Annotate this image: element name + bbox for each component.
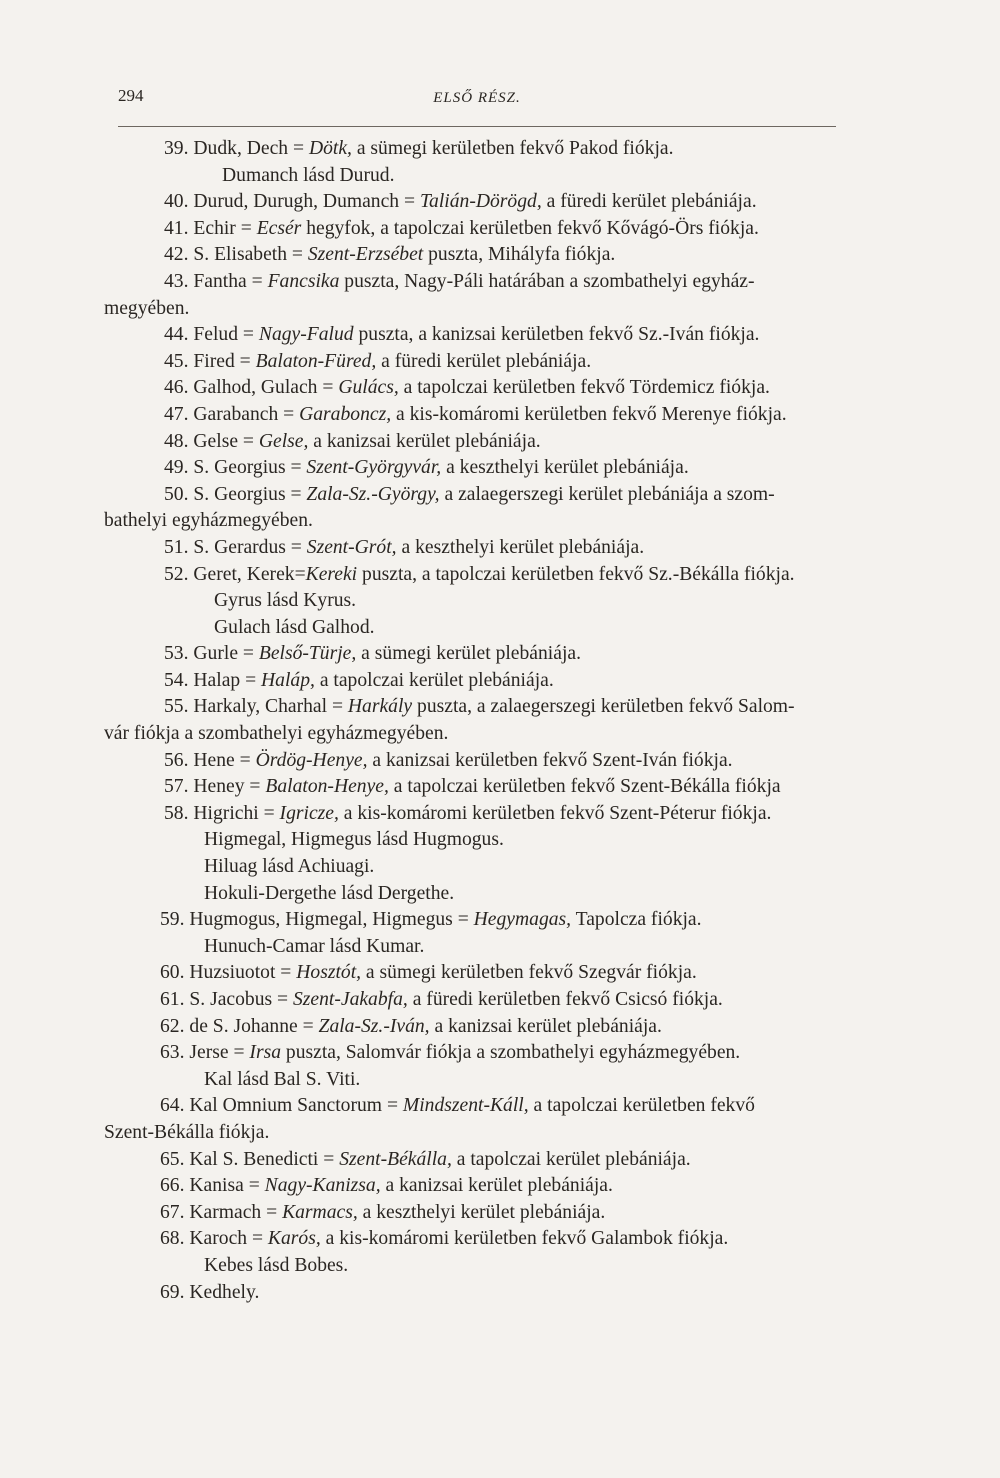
entry-line [104,694,864,721]
place-name-italic: Hosztót, [296,962,362,984]
entry-number: 46. [164,377,189,399]
entry-text: S. Georgius = [188,457,307,479]
entry-line [104,960,864,987]
place-name-italic: Szent-Békálla, [339,1148,452,1170]
entry-text: de S. Johanne = [184,1015,319,1037]
entry-text: Higrichi = [188,802,280,824]
entry-line [104,269,864,296]
entry-text: Hugmogus, Higmegal, Higmegus = [184,909,474,931]
entry-text: S. Jacobus = [184,989,293,1010]
entry-text: Kebes lásd Bobes. [204,1254,349,1276]
entry-text: a kis-komáromi kerületben fekvő Szent-Péterur fiókja. [338,802,772,824]
place-name-italic: Garaboncz, [299,403,392,425]
entry-line [104,827,864,854]
place-name-italic: Szent-Györgyvár, [306,457,442,479]
entry-line [104,854,864,881]
entry-number: 66. [160,1175,185,1197]
entry-line [104,455,864,482]
entry-number: 68. [160,1228,185,1250]
entry-text: Garabanch = [188,403,300,425]
entry-text: a keszthelyi kerület plebániája. [357,1201,606,1223]
entry-text: Karoch = [184,1228,268,1250]
entry-number: 44. [164,324,189,346]
entry-line [104,1253,864,1280]
entry-text: Hunuch-Camar lásd Kumar. [204,935,425,957]
place-name-italic: Hegymagas, [473,909,572,931]
entry-text: Huzsiuotot = [184,962,297,984]
entry-text: a tapolczai kerületben fekvő Tördemicz fiókja. [398,377,770,399]
entry-line [104,801,864,828]
entry-number: 56. [164,749,189,771]
place-name-italic: Ecsér [256,217,302,239]
entry-line [104,508,864,535]
entry-line [104,1173,864,1200]
place-name-italic: Mindszent-Káll, [402,1095,529,1117]
entry-number: 63. [160,1042,185,1064]
entry-text: a zalaegerszegi kerület plebániája a szom- [439,483,775,505]
entry-line [104,375,864,402]
page-number: 294 [118,86,144,105]
entry-line [104,1093,864,1120]
entry-text: puszta, Nagy-Páli határában a szombathelyi egyház- [339,270,755,292]
entry-text: Felud = [188,324,259,346]
entry-line [104,907,864,934]
entry-number: 42. [164,244,189,266]
place-name-italic: Balaton-Füred, [255,350,377,372]
entry-text: Szent-Békálla fiókja. [104,1121,270,1143]
entry-text: puszta, Mihályfa fiókja. [423,244,616,266]
place-name-italic: Karmacs, [282,1201,358,1223]
place-name-italic: Haláp, [261,669,315,691]
entry-line [104,242,864,269]
place-name-italic: Irsa [249,1042,281,1064]
entry-text: Kal lásd Bal S. Viti. [204,1068,361,1090]
entry-line [104,562,864,589]
entry-text: a kis-komáromi kerületben fekvő Merenye fiókja. [391,403,787,425]
entry-text: S. Gerardus = [188,536,307,558]
entry-text: Tapolcza fiókja. [571,909,702,931]
entry-line [104,641,864,668]
entry-line [104,721,864,748]
entry-text: a tapolczai kerület plebániája. [314,669,554,691]
entry-line [104,1067,864,1094]
place-name-italic: Gelse, [258,430,309,452]
entry-text: Hene = [188,749,256,771]
entry-line [104,1120,864,1147]
entry-line [104,668,864,695]
entry-text: Kanisa = [184,1175,265,1197]
entry-number: 67. [160,1201,185,1223]
entry-number: 54. [164,669,189,691]
entry-text: Kal S. Benedicti = [184,1148,340,1170]
entry-text: Echir = [188,217,257,239]
entry-number: 61. [160,989,185,1010]
entry-text: Fired = [188,350,256,372]
entry-text: a füredi kerület plebániája. [376,350,592,372]
entry-text: megyében. [104,297,190,319]
entry-text: a sümegi kerületben fekvő Szegvár fiókja. [361,962,697,984]
entry-text: a füredi kerületben fekvő Csicsó fiókja. [407,989,723,1010]
entry-text: Kal Omnium Sanctorum = [184,1095,403,1117]
entry-number: 60. [160,962,185,984]
entry-line [104,1040,864,1067]
place-name-italic: Igricze, [279,802,339,824]
entry-text: Durud, Durugh, Dumanch = [188,191,420,213]
entry-text: Dumanch lásd Durud. [222,164,395,186]
entry-number: 51. [164,536,189,558]
entry-number: 50. [164,483,189,505]
entry-text: a tapolczai kerület plebániája. [451,1148,691,1170]
place-name-italic: Ördög-Henye, [255,749,368,771]
entry-line [104,216,864,243]
entry-line [104,322,864,349]
place-name-italic: Harkály [347,696,413,718]
entry-line [104,748,864,775]
entry-text: vár fiókja a szombathelyi egyházmegyében. [104,723,449,745]
running-title: ELSŐ RÉSZ. [433,90,521,106]
entry-list [104,136,864,1306]
entry-text: a sümegi kerületben fekvő Pakod fiókja. [351,138,674,159]
entry-line [104,934,864,961]
entry-text: a keszthelyi kerület plebániája. [441,457,689,479]
entry-line [104,881,864,908]
entry-line [104,588,864,615]
entry-text: a kis-komáromi kerületben fekvő Galambok fiókja. [320,1228,729,1250]
entry-text: Heney = [188,776,266,798]
entry-text: Gelse = [188,430,259,452]
entry-line [104,163,864,190]
entry-number: 58. [164,802,189,824]
place-name-italic: Zala-Sz.-György, [306,483,440,505]
entry-line [104,1200,864,1227]
place-name-italic: Dötk, [308,138,352,159]
place-name-italic: Nagy-Kanizsa, [264,1175,381,1197]
entry-number: 48. [164,430,189,452]
entry-line [104,189,864,216]
entry-number: 64. [160,1095,185,1117]
entry-text: Hokuli-Dergethe lásd Dergethe. [204,882,455,904]
entry-line [104,615,864,642]
entry-text: Gurle = [188,643,259,665]
entry-text: Kedhely. [184,1281,260,1303]
entry-line [104,296,864,323]
entry-text: puszta, Salomvár fiókja a szombathelyi egyházmegyében. [281,1042,741,1064]
entry-text: a tapolczai kerületben fekvő [528,1095,755,1117]
entry-number: 40. [164,191,189,213]
entry-line [104,402,864,429]
entry-number: 39. [164,138,189,159]
entry-text: a tapolczai kerületben fekvő Szent-Békálla fiókja [388,776,781,798]
entry-number: 47. [164,403,189,425]
entry-text: Gulach lásd Galhod. [214,616,375,638]
entry-text: Halap = [188,669,262,691]
entry-text: puszta, a zalaegerszegi kerületben fekvő Salom- [412,696,795,718]
place-name-italic: Szent-Erzsébet [307,244,424,266]
entry-text: a kanizsai kerület plebániája. [308,430,541,452]
entry-number: 57. [164,776,189,798]
entry-text: a kanizsai kerületben fekvő Szent-Iván fiókja. [367,749,733,771]
entry-number: 53. [164,643,189,665]
entry-text: bathelyi egyházmegyében. [104,510,313,532]
entry-number: 49. [164,457,189,479]
entry-line [104,349,864,376]
entry-number: 59. [160,909,185,931]
entry-text: Gyrus lásd Kyrus. [214,590,357,612]
entry-line [104,1147,864,1174]
place-name-italic: Balaton-Henye, [265,776,389,798]
entry-line [104,1014,864,1041]
place-name-italic: Fancsika [267,270,340,292]
place-name-italic: Karós, [267,1228,321,1250]
entry-number: 65. [160,1148,185,1170]
entry-line [104,774,864,801]
entry-line [104,1280,864,1307]
entry-line [104,1226,864,1253]
entry-number: 55. [164,696,189,718]
entry-number: 41. [164,217,189,239]
entry-text: a keszthelyi kerület plebániája. [396,536,645,558]
entry-number: 45. [164,350,189,372]
entry-text: S. Georgius = [188,483,307,505]
entry-text: Karmach = [184,1201,283,1223]
entry-line [104,429,864,456]
entry-text: Dudk, Dech = [188,138,309,159]
place-name-italic: Kereki [305,563,358,585]
place-name-italic: Zala-Sz.-Iván, [318,1015,430,1037]
entry-number: 52. [164,563,189,585]
entry-text: puszta, a kanizsai kerületben fekvő Sz.-Iván fiókja. [353,324,760,346]
entry-text: Harkaly, Charhal = [188,696,348,718]
place-name-italic: Gulács, [338,377,399,399]
entry-number: 69. [160,1281,185,1303]
entry-line [104,482,864,509]
entry-text: a füredi kerület plebániája. [541,191,757,213]
entry-text: Geret, Kerek= [188,563,306,585]
entry-text: a kanizsai kerület plebániája. [429,1015,662,1037]
entry-text: a kanizsai kerület plebániája. [380,1175,613,1197]
place-name-italic: Talián-Dörögd, [419,191,542,213]
entry-text: Hiluag lásd Achiuagi. [204,856,375,878]
entry-text: Higmegal, Higmegus lásd Hugmogus. [204,829,504,851]
entry-text: Galhod, Gulach = [188,377,339,399]
entry-line [104,136,864,163]
entry-text: S. Elisabeth = [188,244,308,266]
entry-number: 62. [160,1015,185,1037]
page-header [118,86,836,127]
entry-text: a sümegi kerület plebániája. [356,643,581,665]
place-name-italic: Belső-Türje, [258,643,357,665]
entry-text: hegyfok, a tapolczai kerületben fekvő Kővágó-Örs fiókja. [301,217,759,239]
entry-line [104,987,864,1014]
place-name-italic: Szent-Jakabfa, [292,989,408,1010]
entry-text: Jerse = [184,1042,250,1064]
place-name-italic: Szent-Grót, [306,536,397,558]
entry-text: Fantha = [188,270,268,292]
entry-line [104,535,864,562]
entry-number: 43. [164,270,189,292]
place-name-italic: Nagy-Falud [258,324,354,346]
entry-text: puszta, a tapolczai kerületben fekvő Sz.-Békálla fiókja. [357,563,795,585]
